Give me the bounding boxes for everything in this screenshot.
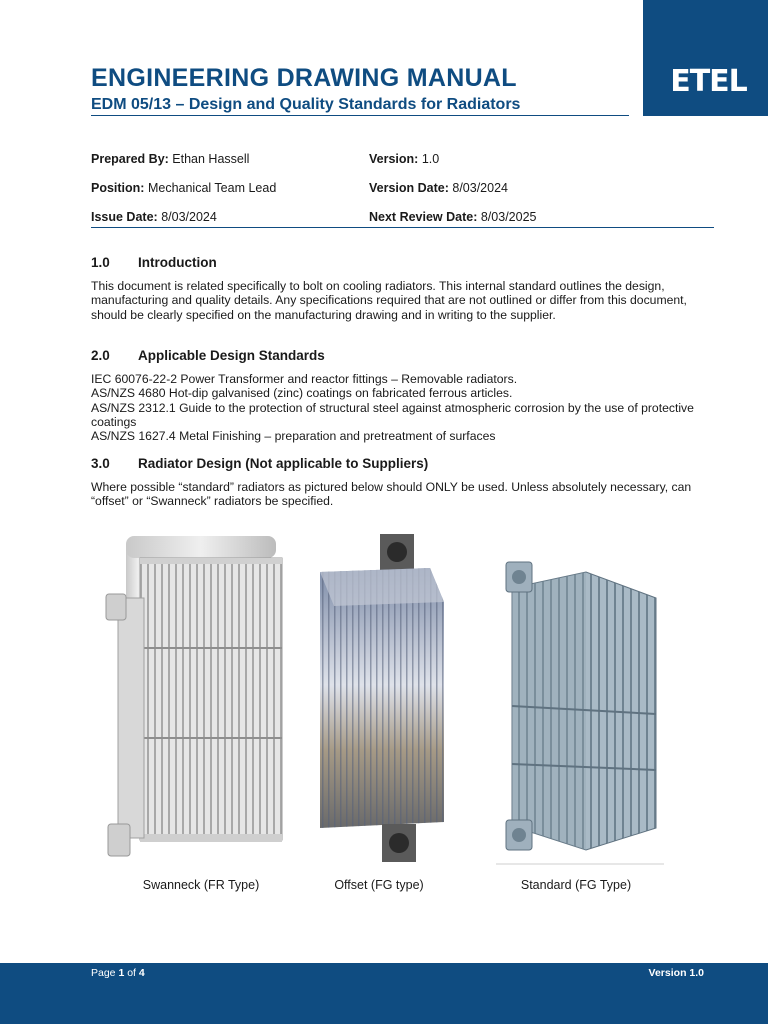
swanneck-radiator-photo <box>100 528 290 868</box>
company-logo: ETEL <box>670 63 747 99</box>
section-number: 1.0 <box>91 255 110 270</box>
standard-item: AS/NZS 2312.1 Guide to the protection of structural steel against atmospheric corrosion by the use of protective coatings <box>91 400 694 429</box>
offset-radiator-photo <box>312 532 452 866</box>
meta-divider <box>91 227 714 228</box>
version-date-value: 8/03/2024 <box>452 181 508 195</box>
section-title: Introduction <box>138 255 217 270</box>
section-heading-introduction <box>91 255 217 270</box>
section-heading-radiator-design <box>91 456 428 471</box>
standard-item: AS/NZS 1627.4 Metal Finishing – preparation and pretreatment of surfaces <box>91 429 496 444</box>
prepared-by-label: Prepared By: <box>91 152 169 166</box>
version-date <box>369 181 508 195</box>
page-current: 1 <box>118 967 125 979</box>
standard-radiator-photo <box>496 558 664 868</box>
logo-box <box>643 0 768 116</box>
prepared-by <box>91 152 249 166</box>
figure-caption-offset: Offset (FG type) <box>334 878 424 892</box>
page-total: 4 <box>138 967 145 979</box>
next-review-label: Next Review Date: <box>369 210 478 224</box>
next-review-value: 8/03/2025 <box>480 210 537 224</box>
section-number: 3.0 <box>91 456 110 471</box>
version-date-label: Version Date: <box>369 181 449 195</box>
section-title: Applicable Design Standards <box>138 348 325 363</box>
meta-row-2 <box>91 181 714 199</box>
standard-item: IEC 60076-22-2 Power Transformer and reactor fittings – Removable radiators. <box>91 372 518 386</box>
version-value: 1.0 <box>421 152 440 166</box>
position-label: Position: <box>91 181 145 195</box>
position <box>91 181 276 195</box>
prepared-by-value: Ethan Hassell <box>172 152 250 166</box>
page-of: of <box>127 967 136 979</box>
introduction-paragraph: This document is related specifically to bolt on cooling radiators. This internal standard outlines the design, manufacturing and quality details. Any specifications required that are not outlined or differ from this document, should be clearly specified on the manufacturing drawing and in writing to the supplier. <box>91 279 687 322</box>
page-number <box>91 967 145 979</box>
section-number: 2.0 <box>91 348 110 363</box>
issue-date <box>91 210 217 224</box>
meta-row-3 <box>91 210 714 228</box>
section-title: Radiator Design (Not applicable to Suppliers) <box>138 456 429 471</box>
title-divider <box>91 115 629 116</box>
figure-caption-swanneck: Swanneck (FR Type) <box>142 878 260 892</box>
section-heading-standards <box>91 348 325 363</box>
version <box>369 152 439 166</box>
position-value: Mechanical Team Lead <box>147 181 277 195</box>
standard-item: AS/NZS 4680 Hot-dip galvanised (zinc) coatings on fabricated ferrous articles. <box>91 386 513 401</box>
meta-row-1 <box>91 152 714 170</box>
issue-date-label: Issue Date: <box>91 210 158 224</box>
issue-date-value: 8/03/2024 <box>161 210 217 224</box>
figure-caption-standard: Standard (FG Type) <box>520 878 632 892</box>
radiator-design-paragraph: Where possible “standard” radiators as pictured below should ONLY be used. Unless absolutely necessary, can “offset” or “Swanneck” radiators be specified. <box>91 480 692 509</box>
standards-list <box>91 372 716 443</box>
footer-version: Version 1.0 <box>648 967 704 979</box>
document-title: ENGINEERING DRAWING MANUAL <box>91 64 517 92</box>
document-subtitle: EDM 05/13 – Design and Quality Standards for Radiators <box>91 96 521 113</box>
next-review-date <box>369 210 536 224</box>
version-label: Version: <box>369 152 419 166</box>
page-label: Page <box>91 967 116 979</box>
